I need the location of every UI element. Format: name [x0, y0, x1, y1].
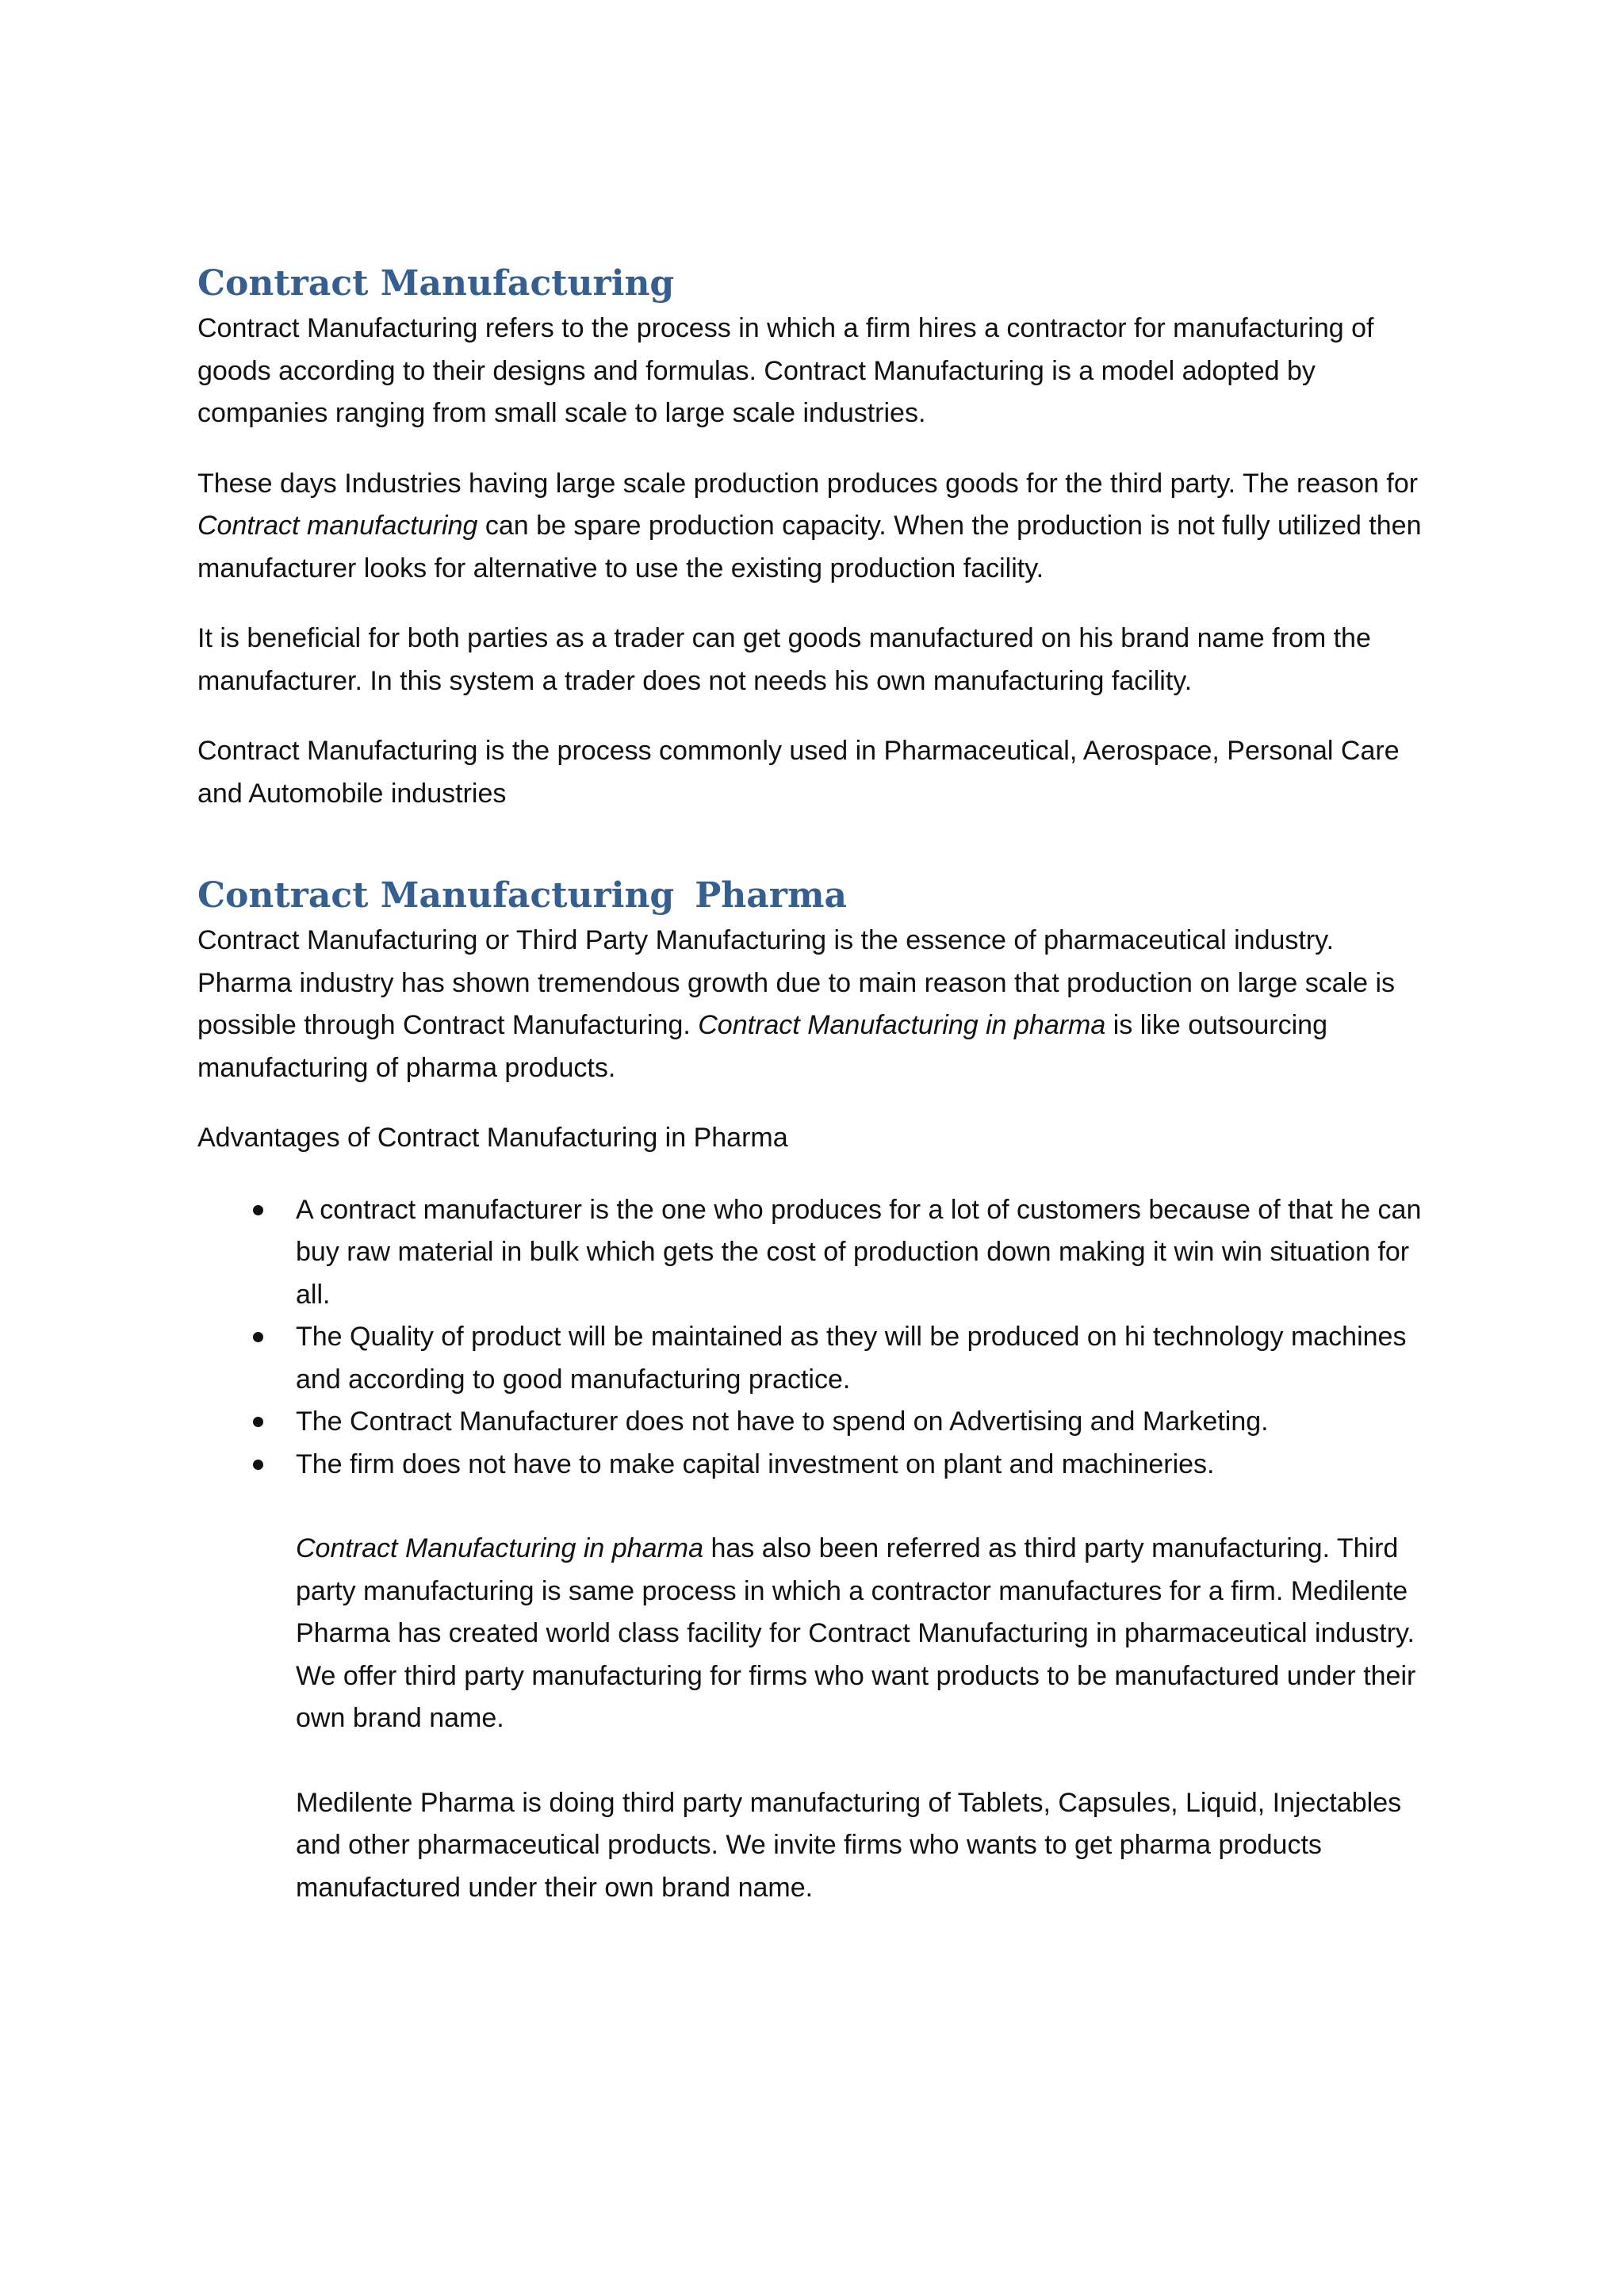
- paragraph-benefit: It is beneficial for both parties as a trader can get goods manufactured on his brand name from the manufacturer. In this system a trader does not needs his own manufacturing facility.: [197, 623, 1371, 696]
- list-item-text: The Quality of product will be maintained as they will be produced on hi technology machines and according to good manufacturing practice.: [296, 1322, 1407, 1395]
- list-item: [296, 1401, 1434, 1444]
- paragraph-reason-italic: Contract manufacturing: [197, 511, 478, 541]
- paragraph-industries: Contract Manufacturing is the process commonly used in Pharmaceutical, Aerospace, Personal Care and Automobile industries: [197, 736, 1400, 809]
- third-party-text: has also been referred as third party manufacturing. Third party manufacturing is same process in which a contractor manufactures for a firm. Medilente Pharma has created world class facility for Contract Manufacturing in pharmaceutical industry. We offer third party manufacturing for firms who want products to be manufactured under their own brand name.: [296, 1533, 1416, 1733]
- advantages-title: Advantages of Contract Manufacturing in Pharma: [197, 1123, 788, 1153]
- paragraph-reason: [197, 463, 1434, 591]
- advantages-list: [197, 1189, 1434, 1487]
- paragraph-third-party: [296, 1528, 1434, 1740]
- bullet-icon: [253, 1417, 263, 1427]
- pharma-intro-text-2: is like outsourcing manufacturing of pharma products.: [197, 1010, 1327, 1083]
- paragraph-reason-text-2: can be spare production capacity. When the production is not fully utilized then manufacturer looks for alternative to use the existing production facility.: [197, 511, 1422, 584]
- pharma-intro-text-1: Contract Manufacturing or Third Party Manufacturing is the essence of pharmaceutical industry. Pharma industry has shown tremendous growth due to main reason that production on large scale is possible through Contract Manufacturing.: [197, 925, 1396, 1040]
- bullet-icon: [253, 1460, 263, 1470]
- list-item: [296, 1189, 1434, 1317]
- list-item: [296, 1316, 1434, 1401]
- bullet-icon: [253, 1332, 263, 1342]
- section-heading-contract-manufacturing: Contract Manufacturing: [197, 263, 675, 304]
- list-item-text: The Contract Manufacturer does not have to spend on Advertising and Marketing.: [296, 1406, 1269, 1437]
- paragraph-closing: Medilente Pharma is doing third party manufacturing of Tablets, Capsules, Liquid, Injectables and other pharmaceutical products. We invite firms who wants to get pharma products manufactured under their own brand name.: [296, 1787, 1402, 1903]
- document-content: [197, 260, 1434, 1909]
- paragraph-pharma-intro: [197, 920, 1434, 1089]
- list-item-text: A contract manufacturer is the one who produces for a lot of customers because of that he can buy raw material in bulk which gets the cost of production down making it win win situation for all.: [296, 1194, 1422, 1310]
- bullet-icon: [253, 1205, 263, 1215]
- paragraph-definition: Contract Manufacturing refers to the process in which a firm hires a contractor for manufacturing of goods according to their designs and formulas. Contract Manufacturing is a model adopted by companies ranging from small scale to large scale industries.: [197, 313, 1374, 428]
- heading-part-1: Contract Manufacturing: [197, 875, 675, 916]
- paragraph-reason-text-1: These days Industries having large scale production produces goods for the third party. The reason for: [197, 468, 1419, 499]
- list-item-text: The firm does not have to make capital investment on plant and machineries.: [296, 1448, 1215, 1479]
- third-party-italic: Contract Manufacturing in pharma: [296, 1533, 704, 1563]
- list-item: [296, 1444, 1434, 1487]
- heading-part-2: Pharma: [695, 875, 848, 916]
- section-heading-contract-manufacturing-pharma: [197, 872, 1434, 920]
- pharma-intro-italic: Contract Manufacturing in pharma: [698, 1010, 1106, 1040]
